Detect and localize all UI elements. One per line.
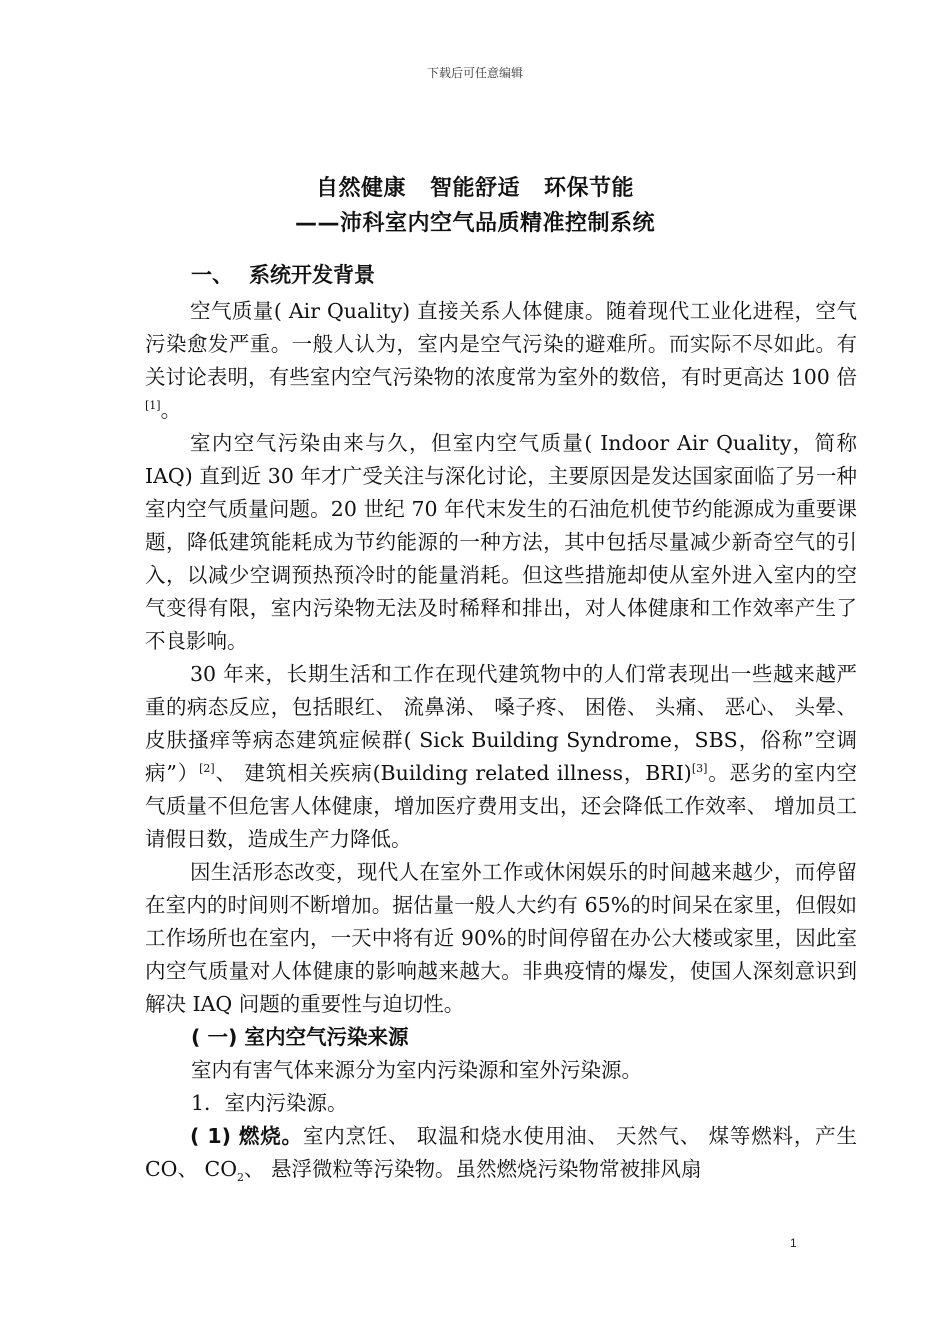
title-phrase-2: 智能舒适 bbox=[429, 176, 520, 201]
citation-ref: [1] bbox=[145, 399, 161, 413]
section-heading bbox=[145, 258, 857, 293]
item-text-cont: 、 悬浮微粒等污染物。虽然燃烧污染物常被排风扇 bbox=[244, 1157, 702, 1181]
paragraph-tail: 。 bbox=[160, 398, 182, 422]
item-lead: ( 1) 燃烧。 bbox=[190, 1124, 303, 1148]
citation-ref: [2] bbox=[199, 762, 215, 776]
paragraph-1 bbox=[145, 295, 857, 427]
page-number: 1 bbox=[790, 1236, 797, 1250]
title-phrase-1: 自然健康 bbox=[315, 176, 406, 201]
title-line-1 bbox=[0, 171, 950, 206]
title-phrase-3: 环保节能 bbox=[544, 176, 635, 201]
document-title bbox=[0, 171, 950, 241]
paragraph-3 bbox=[145, 658, 857, 856]
list-item-1: 1．室内污染源。 bbox=[191, 1091, 348, 1115]
subsection-intro: 室内有害气体来源分为室内污染源和室外污染源。 bbox=[191, 1058, 642, 1082]
section-title: 系统开发背景 bbox=[249, 263, 375, 287]
section-number: 一、 bbox=[191, 263, 233, 287]
paragraph-text: 30 年来，长期生活和工作在现代建筑物中的人们常表现出一些越来越严重的病态反应，包括眼红、 流鼻涕、 嗓子疼、 困倦、 头痛、 恶心、 头晕、 皮肤搔痒等病态建筑症候群( Sick Building Syndrome，SBS，俗称”空调病”） bbox=[145, 662, 857, 785]
paragraph-4: 因生活形态改变，现代人在室外工作或休闲娱乐的时间越来越少，而停留在室内的时间则不断增加。据估量一般人大约有 65%的时间呆在家里，但假如工作场所也在室内，一天中将有近 90%的时间停留在办公大楼或家里，因此室内空气质量对人体健康的影响越来越大。非典疫情的爆发，使国人深刻意识到解决 IAQ 问题的重要性与迫切性。 bbox=[145, 860, 857, 1016]
document-body bbox=[145, 258, 857, 1194]
subsection-heading: ( 一) 室内空气污染来源 bbox=[191, 1025, 409, 1049]
citation-ref: [3] bbox=[691, 762, 708, 776]
subscript: 2 bbox=[237, 1171, 244, 1185]
paragraph-2: 室内空气污染由来与久，但室内空气质量( Indoor Air Quality，简称 IAQ) 直到近 30 年才广受关注与深化讨论，主要原因是发达国家面临了另一种室内空气质量问题。20 世纪 70 年代末发生的石油危机使节约能源成为重要课题，降低建筑能耗成为节约能源的一种方法，其中包括尽量减少新奇空气的引入，以减少空调预热预冷时的能量消耗。但这些措施却使从室外进入室内的空气变得有限，室内污染物无法及时稀释和排出，对人体健康和工作效率产生了不良影响。 bbox=[145, 431, 857, 653]
header-note: 下载后可任意编辑 bbox=[426, 66, 523, 80]
title-line-2: ——沛科室内空气品质精准控制系统 bbox=[294, 211, 655, 236]
paragraph-tail: 。恶劣的室内空气质量不但危害人体健康，增加医疗费用支出，还会降低工作效率、 增加员工请假日数，造成生产力降低。 bbox=[145, 761, 858, 851]
paragraph-text: 空气质量( Air Quality) 直接关系人体健康。随着现代工业化进程，空气污染愈发严重。一般人认为，室内是空气污染的避难所。而实际不尽如此。有关讨论表明，有些室内空气污染物的浓度常为室外的数倍，有时更高达 100 倍 bbox=[145, 299, 857, 389]
list-item-1-1 bbox=[145, 1120, 857, 1194]
item-text: 室内烹饪、 取温和烧水使用油、 天然气、 煤等燃料，产生 CO、 CO bbox=[145, 1124, 857, 1181]
paragraph-middle: 、 建筑相关疾病(Building related illness，BRI) bbox=[214, 761, 692, 785]
